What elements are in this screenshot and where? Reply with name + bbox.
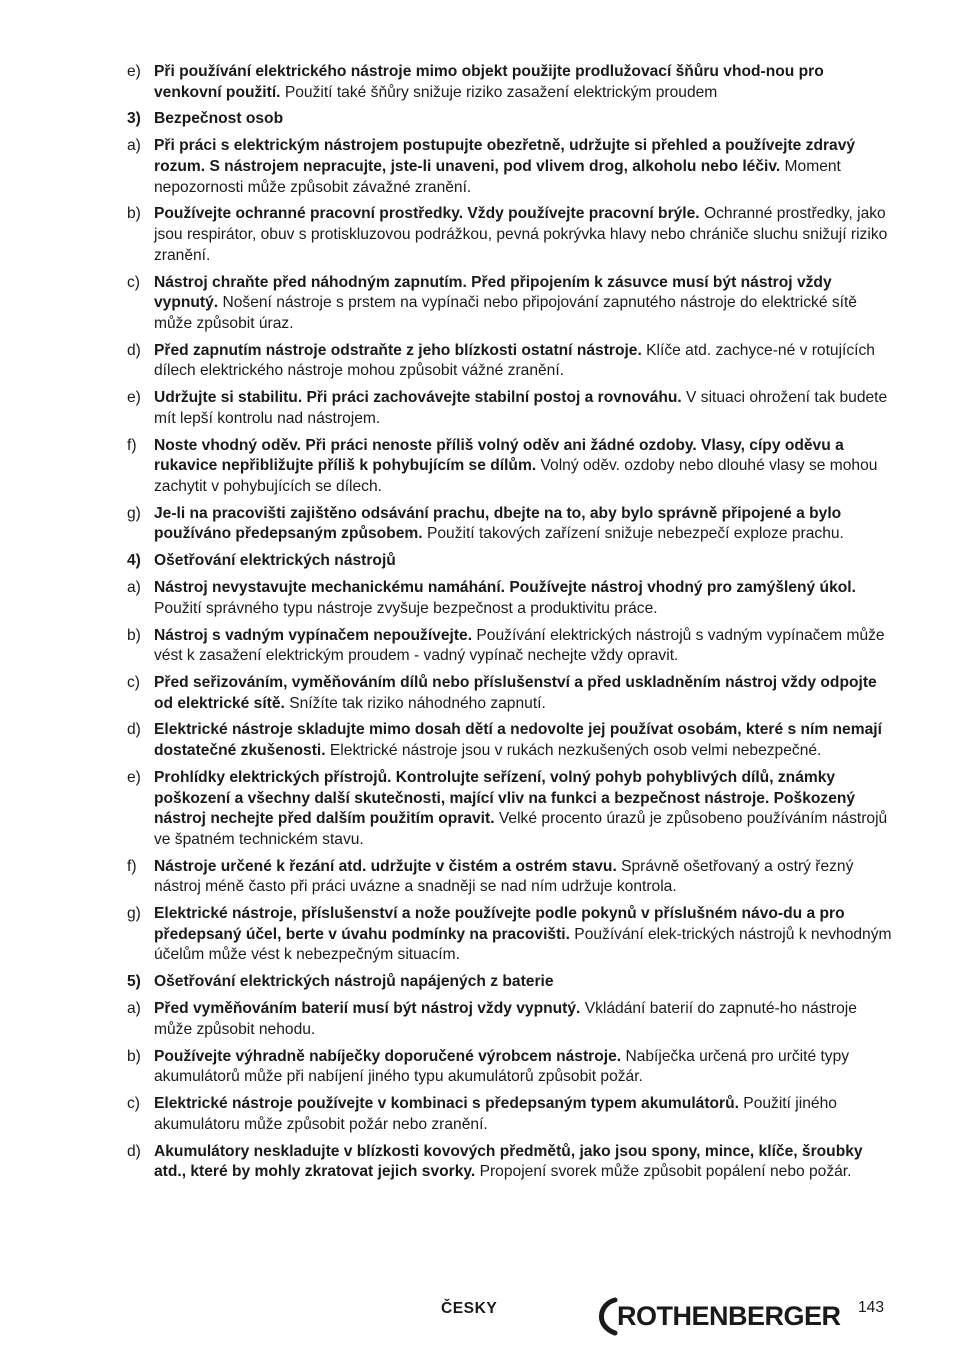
item-bold-text: Prohlídky elektrických přístrojů. Kontrolujte seřízení, volný pohyb pohyblivých dílů, známky poškození a všechny další skutečnosti, mající vliv na funkci a bezpečnost nástroje. Poškozený nástroj nechejte před dalším použitím opravit. <box>154 768 856 828</box>
item-text <box>154 857 892 898</box>
item-bold-text: Udržujte si stabilitu. Při práci zachovávejte stabilní postoj a rovnováhu. <box>154 389 682 407</box>
item-plain-text: Používání elek-trických nástrojů k nevhodným účelům může vést k nebezpečným situacím. <box>154 925 892 964</box>
item-label: b) <box>127 626 141 644</box>
list-item <box>127 388 892 429</box>
item-label: f) <box>127 436 137 454</box>
item-plain-text: Použití správného typu nástroje zvyšuje bezpečnost a produktivitu práce. <box>154 599 658 617</box>
item-plain-text: Použití jiného akumulátoru může způsobit požár nebo zranění. <box>154 1095 837 1133</box>
heading-text: Ošetřování elektrických nástrojů napájených z baterie <box>154 973 554 991</box>
item-text <box>154 673 892 714</box>
list-item <box>127 273 892 335</box>
item-plain-text: Klíče atd. zachyce-né v rotujících dílech elektrického nástroje mohou způsobit vážné zranění. <box>154 341 875 380</box>
item-text <box>154 388 892 429</box>
list-item <box>127 204 892 266</box>
item-label: b) <box>127 205 141 223</box>
item-bold-text: Elektrické nástroje skladujte mimo dosah dětí a nedovolte jej používat osobám, které s ním nemají dostatečné zkušenosti. <box>154 721 882 760</box>
list-item <box>127 1142 892 1183</box>
item-label: e) <box>127 768 141 786</box>
document-body <box>127 62 892 1189</box>
item-bold-text: Při používání elektrického nástroje mimo objekt použijte prodlužovací šňůru vhod-nou pro venkovní použití. <box>154 63 824 101</box>
item-label: d) <box>127 341 141 359</box>
item-plain-text: Velké procento úrazů je způsobeno používáním nástrojů ve špatném technickém stavu. <box>154 810 888 848</box>
item-text <box>154 904 892 966</box>
item-text <box>154 273 892 335</box>
list-item <box>127 1047 892 1088</box>
item-bold-text: Elektrické nástroje používejte v kombinaci s předepsaným typem akumulátorů. <box>154 1095 739 1113</box>
item-label: f) <box>127 857 137 875</box>
list-item <box>127 578 892 619</box>
item-bold-text: Nástroje určené k řezání atd. udržujte v čistém a ostrém stavu. <box>154 857 617 875</box>
item-label: a) <box>127 579 141 597</box>
item-label: d) <box>127 721 141 739</box>
item-text <box>154 62 892 103</box>
item-bold-text: Před zapnutím nástroje odstraňte z jeho blízkosti ostatní nástroje. <box>154 341 642 359</box>
item-text <box>154 999 892 1040</box>
list-item <box>127 1094 892 1135</box>
item-text <box>154 1142 892 1183</box>
brand-logo <box>593 1296 841 1336</box>
item-plain-text: Správně ošetřovaný a ostrý řezný nástroj méně často při práci uvázne a snadněji se nad ním udržuje kontrola. <box>154 857 854 896</box>
item-text <box>154 1094 892 1135</box>
item-plain-text: Nošení nástroje s prstem na vypínači nebo připojování zapnutého nástroje do elektrické sítě může způsobit úraz. <box>154 294 857 332</box>
heading-number: 4) <box>127 552 141 570</box>
list-item <box>127 436 892 498</box>
item-bold-text: Při práci s elektrickým nástrojem postupujte obezřetně, udržujte si přehled a používejte zdravý rozum. S nástrojem nepracujte, jste-li unaveni, pod vlivem drog, alkoholu nebo léčiv. <box>154 137 856 175</box>
heading-number: 3) <box>127 110 141 128</box>
list-item <box>127 673 892 714</box>
item-label: c) <box>127 1095 140 1113</box>
item-text <box>154 768 892 850</box>
item-plain-text: Snížíte tak riziko náhodného zapnutí. <box>284 694 546 712</box>
item-label: g) <box>127 504 141 522</box>
page-number: 143 <box>858 1299 885 1316</box>
item-text <box>154 504 892 545</box>
item-plain-text: V situaci ohrožení tak budete mít lepší kontrolu nad nástrojem. <box>154 389 888 427</box>
item-plain-text: Propojení svorek může způsobit popálení nebo požár. <box>475 1163 852 1181</box>
list-item <box>127 720 892 761</box>
list-item <box>127 136 892 198</box>
item-label: g) <box>127 905 141 923</box>
heading-text: Bezpečnost osob <box>154 110 284 128</box>
item-text <box>154 1047 892 1088</box>
item-bold-text: Před seřizováním, vyměňováním dílů nebo příslušenství a před uskladněním nástroj vždy odpojte od elektrické sítě. <box>154 674 877 712</box>
item-label: d) <box>127 1142 141 1160</box>
heading-text: Ošetřování elektrických nástrojů <box>154 552 396 570</box>
brand-name: ROTHENBERGER <box>617 1300 841 1331</box>
item-label: c) <box>127 674 140 691</box>
item-plain-text: Elektrické nástroje jsou v rukách nezkušených osob velmi nebezpečné. <box>325 742 822 760</box>
item-bold-text: Používejte výhradně nabíječky doporučené výrobcem nástroje. <box>154 1047 622 1065</box>
item-bold-text: Před vyměňováním baterií musí být nástroj vždy vypnutý. <box>154 1000 581 1018</box>
item-plain-text: Ochranné prostředky, jako jsou respirátor, obuv s protiskluzovou podrážkou, pevná pokrývka hlavy nebo chrániče sluchu snižují riziko zranění. <box>154 205 888 264</box>
list-item <box>127 341 892 382</box>
item-label: a) <box>127 1000 141 1018</box>
item-text <box>154 204 892 266</box>
section-heading <box>127 109 892 130</box>
item-text <box>154 626 892 667</box>
item-plain-text: Nabíječka určená pro určité typy akumulátorů může při nabíjení jiného typu akumulátorů způsobit požár. <box>154 1047 850 1086</box>
item-label: c) <box>127 273 140 291</box>
item-label: a) <box>127 137 141 155</box>
list-item <box>127 904 892 966</box>
item-plain-text: Použití také šňůry snižuje riziko zasažení elektrickým proudem <box>280 83 718 101</box>
item-bold-text: Nástroj s vadným vypínačem nepoužívejte. <box>154 626 473 644</box>
item-bold-text: Používejte ochranné pracovní prostředky. Vždy používejte pracovní brýle. <box>154 205 700 223</box>
item-text <box>154 720 892 761</box>
item-bold-text: Je-li na pracovišti zajištěno odsávání prachu, dbejte na to, aby bylo správně připojené a bylo používáno předepsaným způsobem. <box>154 504 842 543</box>
list-item <box>127 768 892 850</box>
item-plain-text: Volný oděv. ozdoby nebo dlouhé vlasy se mohou zachytit v pohybujících se dílech. <box>154 457 878 495</box>
item-plain-text: Moment nepozornosti může způsobit závažné zranění. <box>154 157 841 196</box>
section-heading <box>127 551 892 572</box>
item-bold-text: Akumulátory neskladujte v blízkosti kovových předmětů, jako jsou spony, mince, klíče, šroubky atd., které by mohly zkratovat jejich svorky. <box>154 1142 863 1181</box>
list-item <box>127 504 892 545</box>
item-bold-text: Nástroj chraňte před náhodným zapnutím. Před připojením k zásuvce musí být nástroj vždy vypnutý. <box>154 273 832 312</box>
item-label: e) <box>127 389 141 407</box>
logo-arc-icon <box>593 1296 619 1336</box>
item-plain-text: Použití takových zařízení snižuje nebezpečí exploze prachu. <box>422 525 844 543</box>
list-item <box>127 62 892 103</box>
list-item <box>127 999 892 1040</box>
section-heading <box>127 972 892 993</box>
item-label: b) <box>127 1047 141 1065</box>
item-text <box>154 136 892 198</box>
footer-language: ČESKY <box>441 1300 498 1317</box>
item-bold-text: Nástroj nevystavujte mechanickému namáhání. Používejte nástroj vhodný pro zamýšlený úkol. <box>154 579 856 597</box>
list-item <box>127 857 892 898</box>
item-bold-text: Noste vhodný oděv. Při práci nenoste příliš volný oděv ani žádné ozdoby. Vlasy, cípy oděvu a rukavice nepřibližujte příliš k pohybujícím se dílům. <box>154 436 844 475</box>
item-label: e) <box>127 63 141 80</box>
list-item <box>127 626 892 667</box>
item-text <box>154 578 892 619</box>
item-bold-text: Elektrické nástroje, příslušenství a nože používejte podle pokynů v příslušném návo-du a pro předepsaný účel, berte v úvahu podmínky na pracovišti. <box>154 905 845 943</box>
item-text <box>154 341 892 382</box>
heading-number: 5) <box>127 973 141 991</box>
item-plain-text: Vkládání baterií do zapnuté-ho nástroje může způsobit nehodu. <box>154 1000 857 1038</box>
item-text <box>154 436 892 498</box>
item-plain-text: Používání elektrických nástrojů s vadným vypínačem může vést k zasažení elektrickým proudem - vadný vypínač nechejte vždy opravit. <box>154 626 885 665</box>
